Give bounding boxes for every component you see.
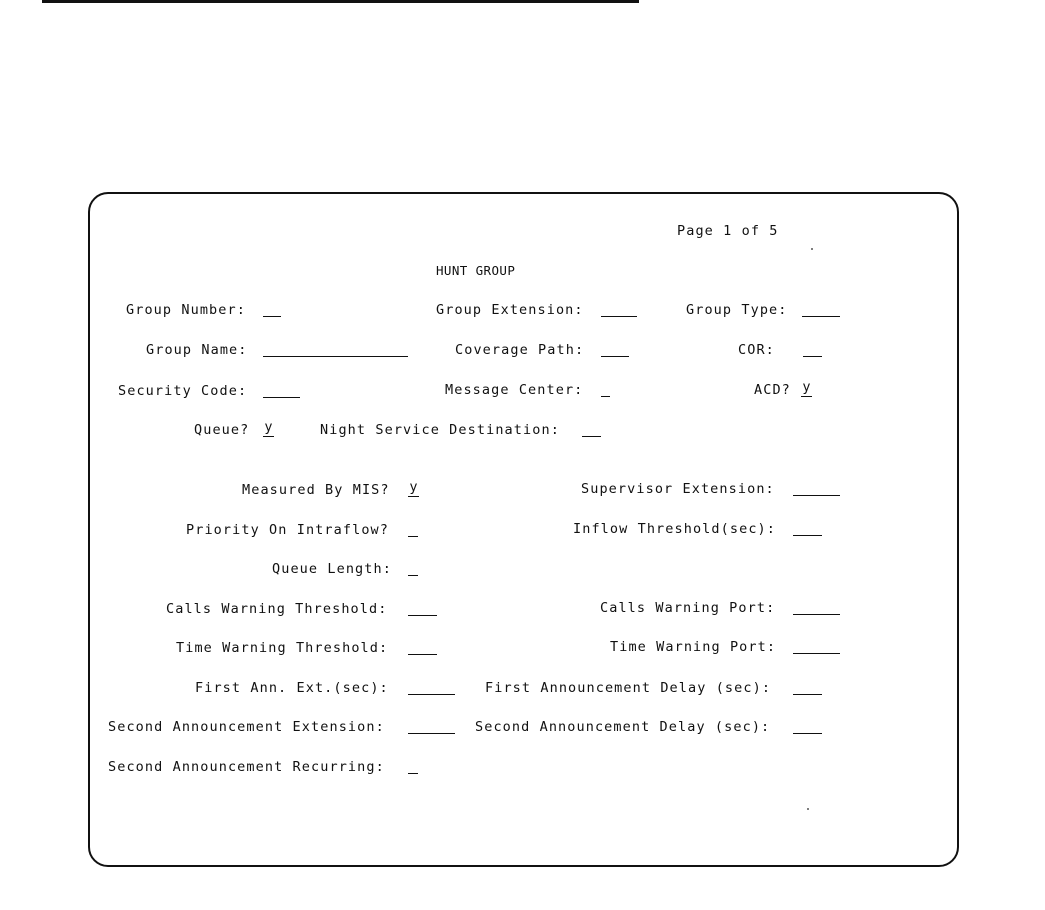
calls-warning-port-field[interactable] [793,598,840,615]
measured-by-mis-field[interactable]: y [409,479,418,495]
queue-field[interactable]: y [264,419,273,435]
supervisor-extension-field[interactable] [793,479,840,496]
queue-length-label: Queue Length: [272,561,392,577]
cor-field[interactable] [803,340,822,357]
supervisor-extension-label: Supervisor Extension: [581,481,775,497]
group-extension-field[interactable] [601,300,637,317]
security-code-field[interactable] [263,381,300,398]
group-name-field[interactable] [263,340,408,357]
group-extension-label: Group Extension: [436,302,584,318]
calls-warning-threshold-field[interactable] [408,599,437,616]
second-announcement-delay-label: Second Announcement Delay (sec): [475,719,771,735]
second-announcement-recurring-label: Second Announcement Recurring: [108,759,385,775]
group-name-label: Group Name: [146,342,248,358]
calls-warning-port-label: Calls Warning Port: [600,600,776,616]
security-code-label: Security Code: [118,383,248,399]
group-number-field[interactable] [263,300,281,317]
time-warning-threshold-label: Time Warning Threshold: [176,640,389,656]
message-center-label: Message Center: [445,382,584,398]
second-announcement-recurring-field[interactable] [408,757,418,774]
time-warning-threshold-field[interactable] [408,638,437,655]
second-announcement-extension-label: Second Announcement Extension: [108,719,385,735]
inflow-threshold-field[interactable] [793,519,822,536]
coverage-path-field[interactable] [601,340,629,357]
group-type-field[interactable] [802,300,840,317]
first-ann-ext-field[interactable] [408,678,455,695]
first-announcement-delay-label: First Announcement Delay (sec): [485,680,772,696]
message-center-field[interactable] [601,380,610,397]
night-service-destination-label: Night Service Destination: [320,422,560,438]
first-announcement-delay-field[interactable] [793,678,822,695]
screen-speck [811,248,813,250]
inflow-threshold-label: Inflow Threshold(sec): [573,521,777,537]
acd-label: ACD? [754,382,791,398]
first-ann-ext-label: First Ann. Ext.(sec): [195,680,389,696]
second-announcement-extension-field[interactable] [408,717,455,734]
night-service-destination-field[interactable] [582,420,601,437]
acd-field[interactable]: y [802,379,811,395]
group-type-label: Group Type: [686,302,788,318]
queue-length-field[interactable] [408,559,418,576]
coverage-path-label: Coverage Path: [455,342,585,358]
group-number-label: Group Number: [126,302,246,318]
time-warning-port-field[interactable] [793,637,840,654]
calls-warning-threshold-label: Calls Warning Threshold: [166,601,388,617]
page-indicator: Page 1 of 5 [677,223,779,239]
measured-by-mis-label: Measured By MIS? [242,482,390,498]
cor-label: COR: [738,342,775,358]
form-title: HUNT GROUP [436,263,516,278]
priority-on-intraflow-field[interactable] [408,520,418,537]
second-announcement-delay-field[interactable] [793,717,822,734]
screen-speck [807,808,809,810]
terminal-screen-frame [88,192,959,867]
priority-on-intraflow-label: Priority On Intraflow? [186,522,390,538]
top-rule [42,0,639,3]
time-warning-port-label: Time Warning Port: [610,639,777,655]
queue-label: Queue? [194,422,250,438]
